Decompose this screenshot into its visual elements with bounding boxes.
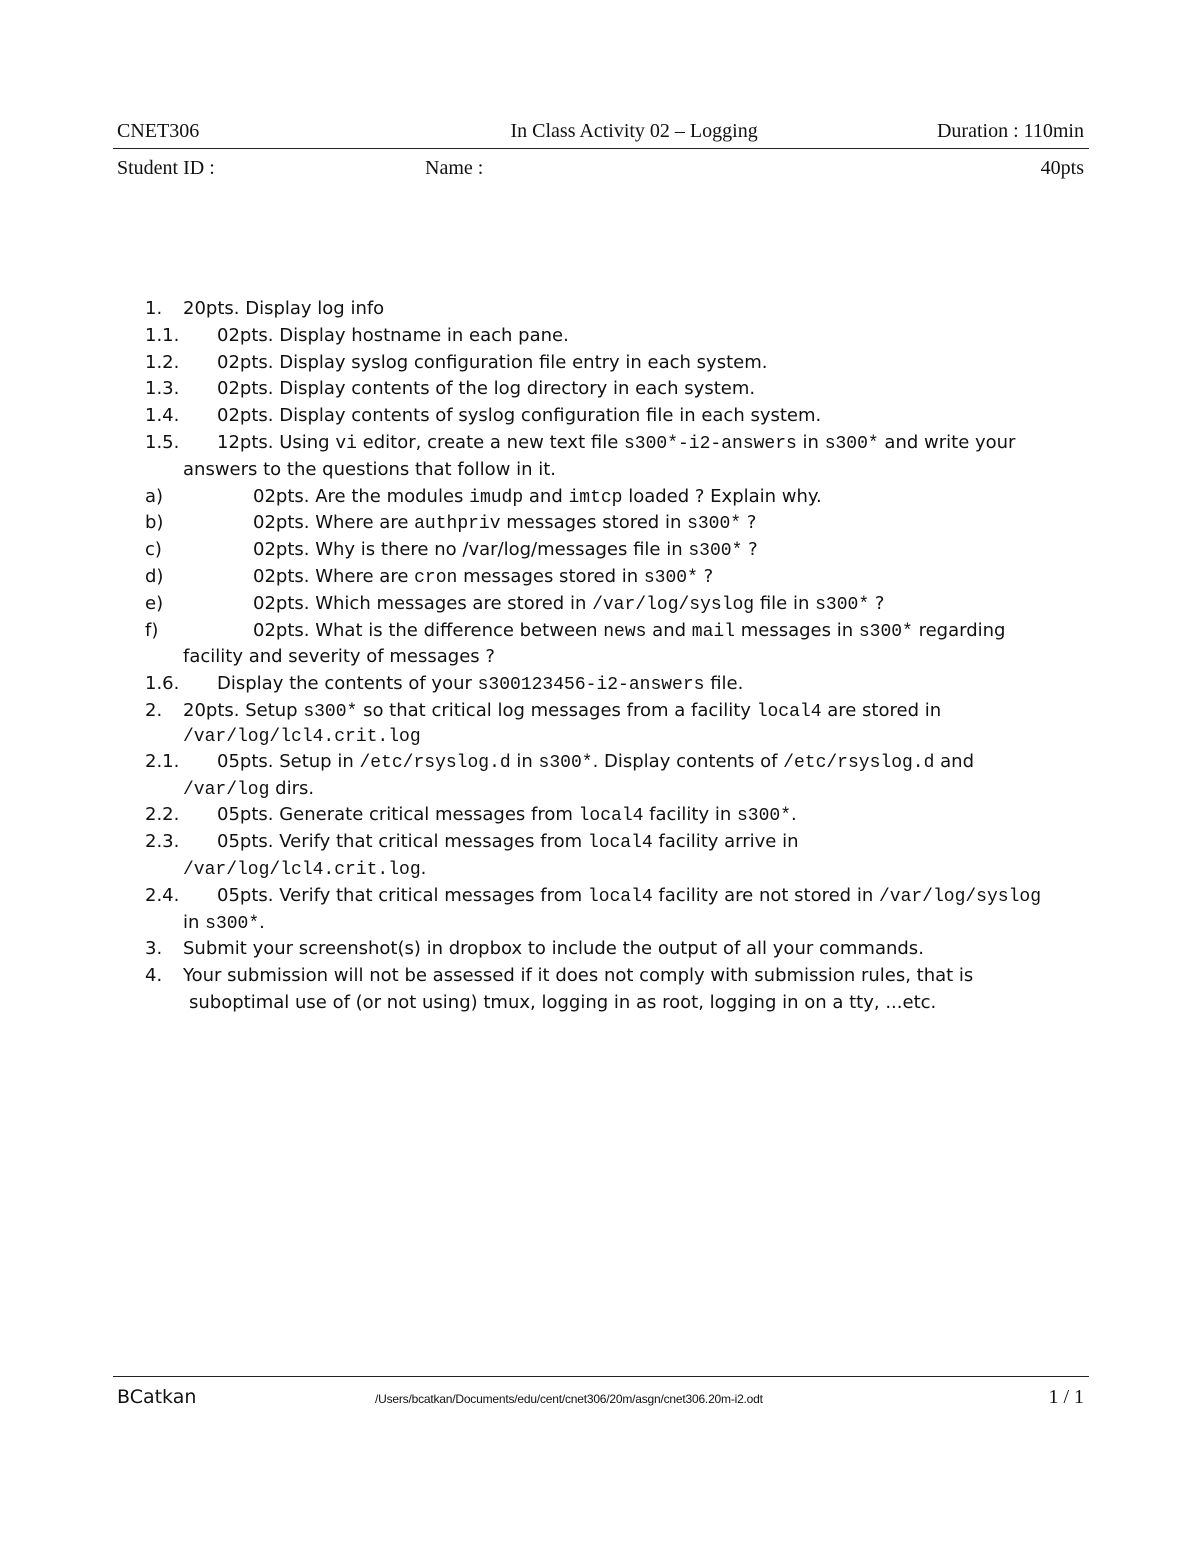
page-header — [117, 119, 1084, 143]
subitem-letter: e) — [145, 592, 164, 614]
page-number: 1 / 1 — [1048, 1386, 1084, 1408]
code-run: s300* — [815, 594, 870, 615]
code-run: /etc/rsyslog.d — [359, 752, 511, 773]
text-run: 02pts. Which messages are stored in — [253, 592, 593, 614]
code-run: s300* — [538, 752, 593, 773]
question-text — [183, 698, 941, 726]
text-run: in — [510, 750, 539, 772]
subitem-letter: b) — [145, 512, 164, 534]
item-text: 02pts. Display contents of syslog configuration file in each system. — [217, 405, 822, 427]
question-2-continuation — [145, 725, 1095, 749]
text-run: . — [791, 804, 797, 826]
code-run: s300* — [303, 701, 358, 722]
code-run: /var/log/syslog — [592, 594, 755, 615]
item-1-4 — [145, 403, 1095, 430]
text-run: facility arrive in — [652, 831, 799, 853]
text-run: 12pts. Using — [217, 431, 336, 453]
subitem-f-continuation — [145, 644, 1095, 671]
footer-divider — [113, 1376, 1089, 1377]
subitem-letter: a) — [145, 485, 164, 507]
question-list — [145, 296, 1095, 1017]
item-text — [217, 883, 1041, 911]
text-run: 05pts. Verify that critical messages from — [217, 831, 588, 853]
code-run: imtcp — [568, 487, 623, 508]
item-2-3-continuation — [145, 856, 1095, 883]
item-text — [183, 910, 265, 938]
subitem-letter: d) — [145, 565, 164, 587]
code-run: /var/log/lcl4.crit.log — [183, 859, 421, 880]
item-text: 02pts. Display hostname in each pane. — [217, 324, 569, 346]
text-run: facility in — [643, 804, 737, 826]
text-run: ? — [741, 512, 757, 534]
code-run: s300* — [858, 621, 913, 642]
code-run: mail — [691, 621, 735, 642]
text-run: and — [934, 750, 974, 772]
code-run: local4 — [756, 701, 822, 722]
text-run: 02pts. Where are — [253, 512, 415, 534]
question-4-continuation — [145, 990, 1095, 1017]
text-run: editor, create a new text file — [356, 431, 624, 453]
code-run: imudp — [469, 487, 524, 508]
text-run: and write your — [878, 431, 1016, 453]
text-run: facility are not stored in — [652, 884, 879, 906]
code-run: s300123456-i2-answers — [477, 675, 705, 696]
header-divider — [113, 148, 1089, 149]
item-number: 1.6. — [145, 673, 180, 695]
text-run: Display the contents of your — [217, 673, 478, 695]
question-number: 2. — [145, 699, 163, 721]
item-number: 2.3. — [145, 831, 180, 853]
item-number: 2.1. — [145, 750, 180, 772]
text-run: and — [646, 619, 692, 641]
text-run: 02pts. Where are — [253, 565, 415, 587]
item-2-3 — [145, 829, 1095, 856]
item-number: 1.4. — [145, 405, 180, 427]
subitem-e — [145, 591, 1095, 618]
item-2-4-continuation — [145, 910, 1095, 937]
item-text — [217, 749, 974, 777]
text-run: 05pts. Verify that critical messages from — [217, 884, 588, 906]
code-run: /var/log/syslog — [878, 886, 1041, 907]
text-run: messages stored in — [457, 565, 644, 587]
item-number: 1.1. — [145, 324, 180, 346]
code-run: /var/log — [183, 779, 270, 800]
code-run: s300* — [643, 567, 698, 588]
question-text: suboptimal use of (or not using) tmux, logging in as root, logging in on a tty, ...etc. — [189, 991, 937, 1013]
item-2-1 — [145, 749, 1095, 776]
text-run: are stored in — [821, 699, 942, 721]
code-run: local4 — [587, 833, 653, 854]
text-run: 05pts. Generate critical messages from — [217, 804, 579, 826]
text-run: file. — [704, 673, 744, 695]
code-run: /var/log/lcl4.crit.log — [183, 726, 421, 747]
question-4 — [145, 963, 1095, 990]
subitem-text — [253, 484, 822, 512]
code-run: s300*-i2-answers — [624, 433, 797, 454]
subitem-c — [145, 537, 1095, 564]
item-number: 1.5. — [145, 431, 180, 453]
text-run: in — [183, 911, 206, 933]
question-1 — [145, 296, 1095, 323]
text-run: in — [796, 431, 825, 453]
item-number: 1.3. — [145, 378, 180, 400]
code-run: s300* — [824, 433, 879, 454]
subitem-text — [253, 510, 756, 538]
subitem-a — [145, 484, 1095, 511]
text-run: messages in — [734, 619, 859, 641]
code-run: local4 — [578, 806, 644, 827]
question-3 — [145, 936, 1095, 963]
code-run: s300* — [736, 806, 791, 827]
item-text: answers to the questions that follow in it. — [183, 458, 557, 480]
text-run: and — [523, 485, 569, 507]
code-run: s300* — [687, 514, 742, 535]
subitem-text — [253, 591, 884, 619]
student-id-label: Student ID : — [117, 157, 215, 179]
text-run: 02pts. Are the modules — [253, 485, 470, 507]
item-1-5-continuation — [145, 457, 1095, 484]
text-run: ? — [742, 539, 758, 561]
subitem-b — [145, 510, 1095, 537]
code-run: cron — [414, 567, 458, 588]
page-footer — [117, 1385, 1084, 1411]
subitem-letter: f) — [145, 619, 159, 641]
question-number: 1. — [145, 298, 163, 319]
question-text: Your submission will not be assessed if it does not comply with submission rules, that is — [183, 965, 974, 987]
subitem-f — [145, 618, 1095, 645]
item-text — [183, 776, 314, 804]
code-run: s300* — [688, 541, 743, 562]
text-run: . Display contents of — [592, 750, 784, 772]
item-number: 2.2. — [145, 804, 180, 826]
text-run: . — [259, 911, 265, 933]
text-run: ? — [697, 565, 714, 587]
item-text — [217, 829, 799, 857]
text-run: . — [420, 857, 427, 879]
author: BCatkan — [117, 1386, 197, 1408]
duration: Duration : 110min — [936, 120, 1084, 142]
text-run: dirs. — [269, 777, 315, 799]
subitem-text — [253, 618, 1005, 646]
code-run: s300* — [205, 913, 260, 934]
item-number: 1.2. — [145, 351, 180, 373]
question-number: 4. — [145, 965, 163, 987]
item-text: 02pts. Display contents of the log directory in each system. — [217, 378, 756, 400]
file-path: /Users/bcatkan/Documents/edu/cent/cnet306/20m/asgn/cnet306.20m-i2.odt — [375, 1392, 763, 1406]
course-code: CNET306 — [117, 120, 200, 142]
document-title: In Class Activity 02 – Logging — [510, 120, 758, 142]
text-run: so that critical log messages from a facility — [357, 699, 757, 721]
subitem-text: facility and severity of messages ? — [183, 646, 495, 668]
text-run: 20pts. Setup — [183, 699, 304, 721]
code-run: vi — [335, 433, 357, 454]
subitem-text — [253, 564, 713, 592]
item-text — [217, 802, 797, 830]
text-run: 02pts. Why is there no /var/log/messages file in — [253, 539, 689, 561]
subitem-text — [253, 537, 758, 565]
total-points: 40pts — [1040, 157, 1084, 179]
text-run: loaded ? Explain why. — [622, 485, 822, 507]
question-text: 20pts. Display log info — [183, 298, 385, 319]
item-text — [217, 430, 1015, 458]
text-run: regarding — [912, 619, 1006, 641]
item-1-6 — [145, 671, 1095, 698]
student-info-row — [117, 156, 1084, 180]
item-1-3 — [145, 376, 1095, 403]
text-run: file in — [754, 592, 816, 614]
item-1-1 — [145, 323, 1095, 350]
item-2-2 — [145, 802, 1095, 829]
code-run: authpriv — [414, 514, 501, 535]
subitem-letter: c) — [145, 539, 162, 561]
code-run: /etc/rsyslog.d — [783, 752, 935, 773]
item-1-5 — [145, 430, 1095, 457]
item-text — [183, 856, 426, 884]
item-1-2 — [145, 350, 1095, 377]
code-run: news — [603, 621, 647, 642]
item-2-4 — [145, 883, 1095, 910]
code-run: local4 — [587, 886, 653, 907]
item-text: 02pts. Display syslog configuration file entry in each system. — [217, 351, 768, 373]
item-text — [217, 671, 743, 699]
item-2-1-continuation — [145, 776, 1095, 803]
question-2 — [145, 698, 1095, 725]
name-label: Name : — [425, 157, 484, 179]
text-run: messages stored in — [500, 512, 688, 534]
text-run: 05pts. Setup in — [217, 750, 360, 772]
subitem-d — [145, 564, 1095, 591]
question-text: Submit your screenshot(s) in dropbox to include the output of all your commands. — [183, 938, 924, 960]
text-run: 02pts. What is the difference between — [253, 619, 604, 641]
text-run: ? — [869, 592, 885, 614]
item-number: 2.4. — [145, 884, 180, 906]
question-number: 3. — [145, 938, 163, 960]
